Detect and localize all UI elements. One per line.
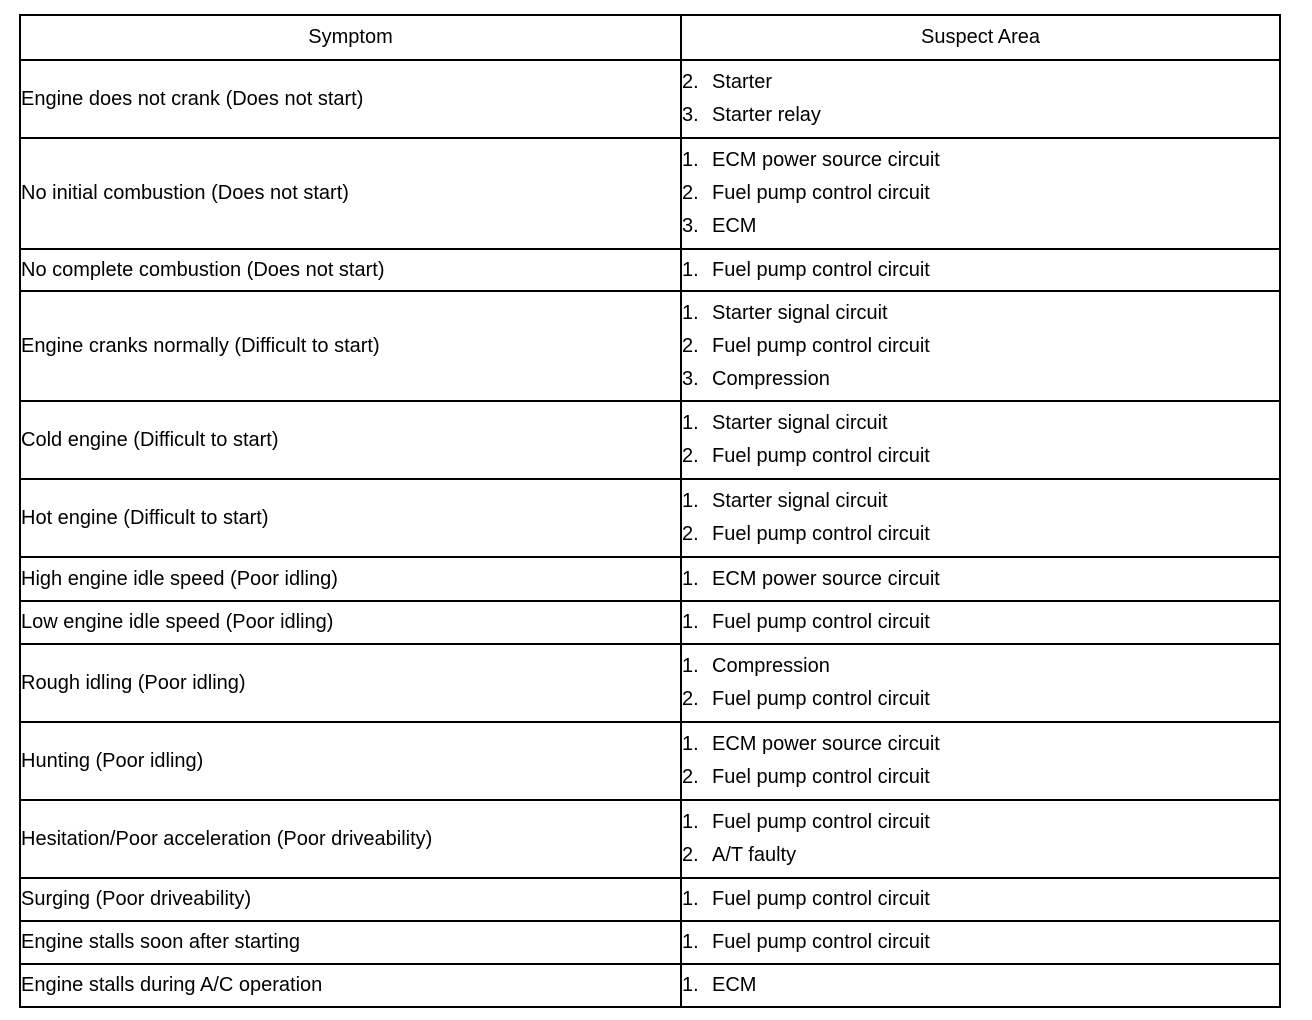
suspect-item bbox=[682, 440, 1279, 473]
suspect-item-text: Fuel pump control circuit bbox=[712, 445, 930, 467]
suspect-item-text: Fuel pump control circuit bbox=[712, 811, 930, 833]
suspect-item-text: Fuel pump control circuit bbox=[712, 931, 930, 953]
suspect-item-text: ECM bbox=[712, 215, 757, 237]
table-row bbox=[20, 921, 1280, 964]
suspect-item-text: ECM power source circuit bbox=[712, 567, 940, 590]
table-header-row bbox=[20, 15, 1280, 60]
suspect-item-text: Starter signal circuit bbox=[712, 301, 888, 324]
suspect-item-number: 2. bbox=[682, 688, 699, 710]
suspect-item-number: 1. bbox=[682, 490, 699, 512]
table-row bbox=[20, 401, 1280, 479]
suspect-area-cell bbox=[681, 401, 1280, 479]
table-row bbox=[20, 964, 1280, 1007]
symptom-cell: Rough idling (Poor idling) bbox=[20, 644, 681, 722]
table-row bbox=[20, 557, 1280, 601]
suspect-area-cell bbox=[681, 800, 1280, 878]
suspect-item bbox=[682, 330, 1279, 363]
symptom-cell: Low engine idle speed (Poor idling) bbox=[20, 601, 681, 644]
suspect-item bbox=[682, 563, 1279, 596]
suspect-item bbox=[682, 969, 1279, 1002]
suspect-area-cell bbox=[681, 722, 1280, 800]
suspect-item bbox=[682, 297, 1279, 330]
suspect-item bbox=[682, 926, 1279, 959]
suspect-item-number: 2. bbox=[682, 523, 699, 545]
suspect-item-text: Starter signal circuit bbox=[712, 490, 888, 512]
suspect-item bbox=[682, 683, 1279, 716]
suspect-item-text: ECM bbox=[712, 974, 757, 996]
suspect-item-number: 3. bbox=[682, 104, 699, 126]
suspect-item-text: Fuel pump control circuit bbox=[712, 766, 930, 788]
symptom-cell: Surging (Poor driveability) bbox=[20, 878, 681, 921]
symptom-cell: Hunting (Poor idling) bbox=[20, 722, 681, 800]
suspect-item-text: Fuel pump control circuit bbox=[712, 523, 930, 545]
suspect-item-text: Fuel pump control circuit bbox=[712, 688, 930, 710]
symptom-cell: Engine stalls during A/C operation bbox=[20, 964, 681, 1007]
symptom-cell: Hot engine (Difficult to start) bbox=[20, 479, 681, 557]
suspect-item-number: 2. bbox=[682, 844, 699, 866]
suspect-item-number: 2. bbox=[682, 182, 699, 204]
suspect-item-text: ECM power source circuit bbox=[712, 733, 940, 755]
table-row bbox=[20, 60, 1280, 138]
table-row bbox=[20, 722, 1280, 800]
suspect-item-text: A/T faulty bbox=[712, 844, 797, 866]
suspect-item-number: 1. bbox=[682, 974, 699, 996]
suspect-item-text: Fuel pump control circuit bbox=[712, 888, 930, 910]
suspect-item bbox=[682, 210, 1279, 243]
symptom-cell: No complete combustion (Does not start) bbox=[20, 249, 681, 291]
suspect-item-number: 1. bbox=[682, 149, 699, 171]
suspect-area-cell bbox=[681, 878, 1280, 921]
suspect-item-number: 1. bbox=[682, 412, 699, 434]
suspect-item bbox=[682, 407, 1279, 440]
suspect-item-number: 2. bbox=[682, 445, 699, 467]
suspect-item-text: Fuel pump control circuit bbox=[712, 334, 930, 357]
suspect-item bbox=[682, 728, 1279, 761]
suspect-item-number: 3. bbox=[682, 367, 699, 390]
suspect-item-text: Fuel pump control circuit bbox=[712, 258, 930, 281]
symptom-cell: Hesitation/Poor acceleration (Poor driveability) bbox=[20, 800, 681, 878]
suspect-item-number: 1. bbox=[682, 567, 699, 590]
suspect-area-cell bbox=[681, 249, 1280, 291]
suspect-item bbox=[682, 485, 1279, 518]
suspect-item-text: Starter signal circuit bbox=[712, 412, 888, 434]
suspect-item-number: 1. bbox=[682, 733, 699, 755]
suspect-area-cell bbox=[681, 557, 1280, 601]
suspect-area-header: Suspect Area bbox=[681, 15, 1280, 60]
suspect-item bbox=[682, 254, 1279, 287]
symptom-cell: Engine stalls soon after starting bbox=[20, 921, 681, 964]
symptom-cell: No initial combustion (Does not start) bbox=[20, 138, 681, 249]
suspect-item-number: 3. bbox=[682, 215, 699, 237]
suspect-item bbox=[682, 650, 1279, 683]
suspect-item-number: 2. bbox=[682, 71, 699, 93]
table-row bbox=[20, 601, 1280, 644]
suspect-item bbox=[682, 177, 1279, 210]
suspect-item bbox=[682, 806, 1279, 839]
suspect-item-number: 2. bbox=[682, 334, 699, 357]
suspect-area-cell bbox=[681, 138, 1280, 249]
suspect-item-number: 1. bbox=[682, 258, 699, 281]
suspect-item-number: 1. bbox=[682, 301, 699, 324]
suspect-item bbox=[682, 883, 1279, 916]
suspect-area-cell bbox=[681, 964, 1280, 1007]
table-row bbox=[20, 249, 1280, 291]
symptom-table bbox=[19, 14, 1281, 1008]
suspect-item-number: 2. bbox=[682, 766, 699, 788]
suspect-area-cell bbox=[681, 479, 1280, 557]
table-body bbox=[20, 60, 1280, 1007]
suspect-item bbox=[682, 66, 1279, 99]
suspect-item-text: ECM power source circuit bbox=[712, 149, 940, 171]
suspect-item-text: Starter bbox=[712, 71, 773, 93]
suspect-item bbox=[682, 518, 1279, 551]
suspect-item bbox=[682, 144, 1279, 177]
table-row bbox=[20, 479, 1280, 557]
suspect-area-cell bbox=[681, 291, 1280, 401]
suspect-item bbox=[682, 606, 1279, 639]
table-row bbox=[20, 878, 1280, 921]
table-row bbox=[20, 291, 1280, 401]
table-row bbox=[20, 644, 1280, 722]
suspect-item-text: Fuel pump control circuit bbox=[712, 611, 930, 633]
suspect-area-cell bbox=[681, 601, 1280, 644]
suspect-area-cell bbox=[681, 644, 1280, 722]
suspect-area-cell bbox=[681, 60, 1280, 138]
suspect-item-number: 1. bbox=[682, 611, 699, 633]
symptom-cell: Engine does not crank (Does not start) bbox=[20, 60, 681, 138]
suspect-item-number: 1. bbox=[682, 655, 699, 677]
symptom-header: Symptom bbox=[20, 15, 681, 60]
symptom-cell: Engine cranks normally (Difficult to start) bbox=[20, 291, 681, 401]
symptom-cell: High engine idle speed (Poor idling) bbox=[20, 557, 681, 601]
symptom-cell: Cold engine (Difficult to start) bbox=[20, 401, 681, 479]
suspect-item-text: Fuel pump control circuit bbox=[712, 182, 930, 204]
suspect-item bbox=[682, 761, 1279, 794]
table-row bbox=[20, 800, 1280, 878]
suspect-item-number: 1. bbox=[682, 888, 699, 910]
suspect-item bbox=[682, 839, 1279, 872]
suspect-item-number: 1. bbox=[682, 931, 699, 953]
suspect-area-cell bbox=[681, 921, 1280, 964]
suspect-item bbox=[682, 99, 1279, 132]
suspect-item-text: Starter relay bbox=[712, 104, 821, 126]
suspect-item-text: Compression bbox=[712, 655, 830, 677]
suspect-item bbox=[682, 363, 1279, 396]
suspect-item-text: Compression bbox=[712, 367, 830, 390]
table-row bbox=[20, 138, 1280, 249]
suspect-item-number: 1. bbox=[682, 811, 699, 833]
